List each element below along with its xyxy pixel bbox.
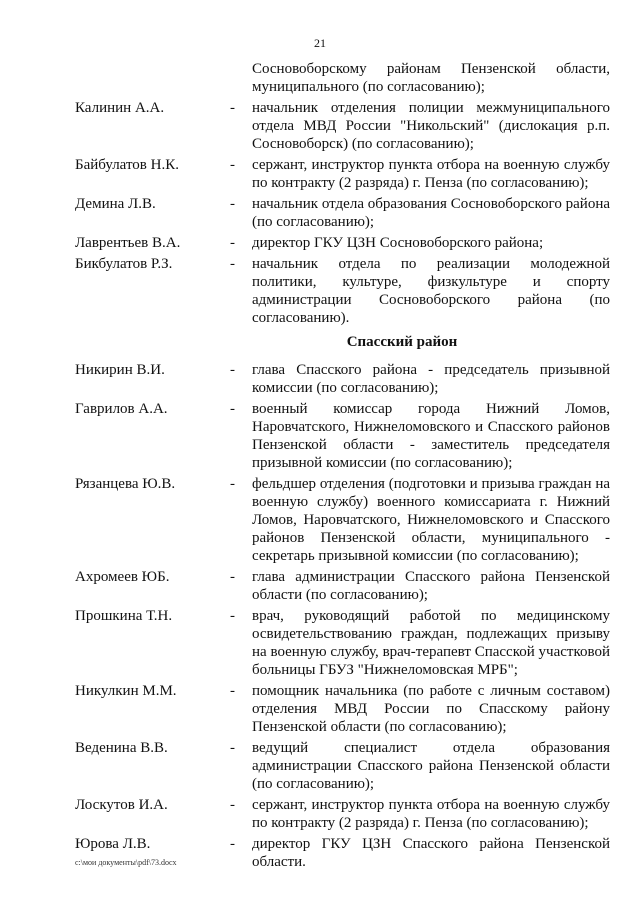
continuation-text: Сосновоборскому районам Пензенской области, муниципального (по согласованию); <box>252 61 610 95</box>
member-name: Ахромеев ЮБ. <box>75 569 170 585</box>
separator-dash: - <box>230 157 235 173</box>
member-name: Калинин А.А. <box>75 100 165 116</box>
separator-dash: - <box>230 797 235 813</box>
separator-dash: - <box>230 401 235 417</box>
member-row <box>75 739 610 793</box>
member-row <box>75 400 610 472</box>
member-position: сержант, инструктор пункта отбора на военную службу по контракту (2 разряда) г. Пенза (по согласованию); <box>252 157 610 191</box>
member-row <box>75 156 610 192</box>
separator-dash: - <box>230 235 235 251</box>
member-name: Байбулатов Н.К. <box>75 157 179 173</box>
separator-dash: - <box>230 683 235 699</box>
member-name: Никулкин М.М. <box>75 683 177 699</box>
file-path-footer: c:\мои документы\pdf\73.docx <box>75 858 177 867</box>
member-row <box>75 234 610 252</box>
member-row <box>75 361 610 397</box>
section-heading: Спасский район <box>346 334 458 350</box>
member-name: Прошкина Т.Н. <box>75 608 173 624</box>
member-position: глава Спасского района - председатель призывной комиссии (по согласованию); <box>252 362 610 396</box>
member-position: военный комиссар города Нижний Ломов, Наровчатского, Нижнеломовского и Спасского районов Пензенской области - заместитель председателя призывной комиссии (по согласованию); <box>252 401 610 471</box>
member-name: Никирин В.И. <box>75 362 165 378</box>
member-list-sosnovoborsk <box>75 99 610 327</box>
member-row <box>75 195 610 231</box>
member-name: Бикбулатов Р.З. <box>75 256 173 272</box>
separator-dash: - <box>230 569 235 585</box>
member-row <box>75 255 610 327</box>
separator-dash: - <box>230 476 235 492</box>
member-name: Веденина В.В. <box>75 740 168 756</box>
member-name: Юрова Л.В. <box>75 836 151 852</box>
member-position: ведущий специалист отдела образования администрации Спасского района Пензенской области (по согласованию); <box>252 740 610 792</box>
member-position: помощник начальника (по работе с личным составом) отделения МВД России по Спасскому району Пензенской области (по согласованию); <box>252 683 610 735</box>
page-number: 21 <box>314 36 326 50</box>
member-name: Лаврентьев В.А. <box>75 235 181 251</box>
member-row <box>75 607 610 679</box>
member-name: Лоскутов И.А. <box>75 797 168 813</box>
member-position: начальник отдела образования Сосновоборского района (по согласованию); <box>252 196 610 230</box>
member-name: Гаврилов А.А. <box>75 401 168 417</box>
member-position: начальник отдела по реализации молодежной политики, культуре, физкультуре и спорту администрации Сосновоборского района (по согласованию). <box>252 256 610 326</box>
member-position: директор ГКУ ЦЗН Спасского района Пензенской области. <box>252 836 610 870</box>
member-row <box>75 475 610 565</box>
member-row <box>75 568 610 604</box>
member-position: врач, руководящий работой по медицинскому освидетельствованию граждан, подлежащих призыву на военную службу, врач-терапевт Спасской участковой больницы ГБУЗ "Нижнеломовская МРБ"; <box>252 608 610 678</box>
member-list-spassk <box>75 361 610 871</box>
separator-dash: - <box>230 836 235 852</box>
member-name: Демина Л.В. <box>75 196 156 212</box>
member-position: фельдшер отделения (подготовки и призыва граждан на военную службу) военного комиссариата г. Нижний Ломов, Наровчатского, Нижнеломовского и Спасского районов Пензенской области, муниципального - секретарь призывной комиссии (по согласованию); <box>252 476 610 564</box>
separator-dash: - <box>230 100 235 116</box>
member-name: Рязанцева Ю.В. <box>75 476 176 492</box>
member-position: директор ГКУ ЦЗН Сосновоборского района; <box>252 235 544 251</box>
document-body <box>75 60 610 874</box>
separator-dash: - <box>230 196 235 212</box>
member-row <box>75 796 610 832</box>
member-position: начальник отделения полиции межмуниципального отдела МВД России "Никольский" (дислокация р.п. Сосновоборск) (по согласованию); <box>252 100 610 152</box>
separator-dash: - <box>230 608 235 624</box>
member-row <box>75 99 610 153</box>
member-position: глава администрации Спасского района Пензенской области (по согласованию); <box>252 569 610 603</box>
member-position: сержант, инструктор пункта отбора на военную службу по контракту (2 разряда) г. Пенза (по согласованию); <box>252 797 610 831</box>
separator-dash: - <box>230 740 235 756</box>
separator-dash: - <box>230 256 235 272</box>
separator-dash: - <box>230 362 235 378</box>
member-row <box>75 682 610 736</box>
